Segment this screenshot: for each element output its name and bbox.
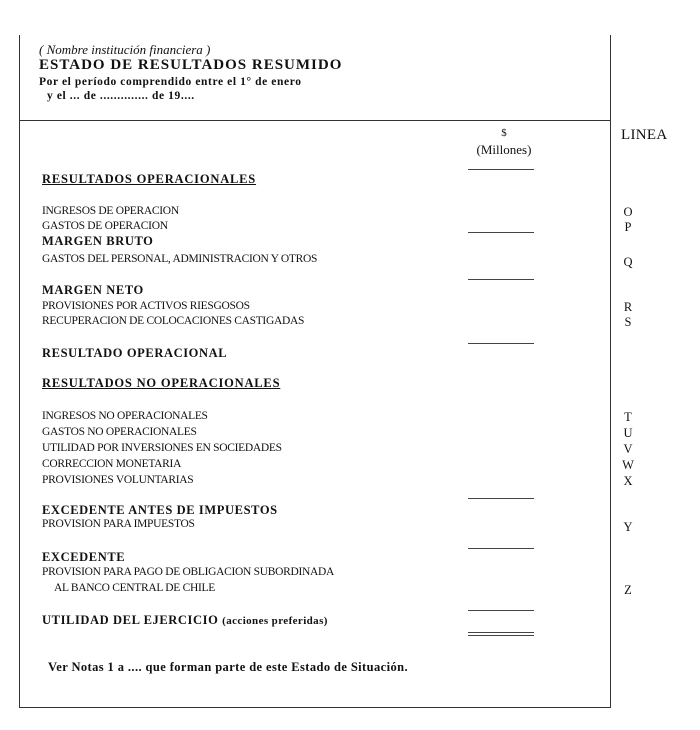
line-letter: W bbox=[622, 458, 634, 472]
line-letter: T bbox=[624, 410, 632, 424]
subtotal-label: MARGEN BRUTO bbox=[42, 234, 154, 248]
currency-symbol: $ bbox=[501, 127, 507, 139]
amount-double-rule bbox=[468, 632, 534, 633]
frame-bottom-border bbox=[19, 707, 611, 708]
row-label: PROVISIONES VOLUNTARIAS bbox=[42, 474, 194, 486]
amount-rule bbox=[468, 610, 534, 611]
line-letter: R bbox=[623, 300, 633, 314]
line-letter: V bbox=[623, 442, 633, 456]
section-operational: RESULTADOS OPERACIONALES bbox=[42, 172, 257, 186]
row-label: AL BANCO CENTRAL DE CHILE bbox=[54, 582, 215, 594]
amount-double-rule bbox=[468, 635, 534, 636]
amount-rule bbox=[468, 548, 534, 549]
net-income-row bbox=[42, 613, 328, 628]
subtotal-label: RESULTADO OPERACIONAL bbox=[42, 346, 228, 360]
institution-name: ( Nombre institución financiera ) bbox=[39, 42, 211, 57]
statement-title: ESTADO DE RESULTADOS RESUMIDO bbox=[39, 57, 343, 73]
row-label: INGRESOS NO OPERACIONALES bbox=[42, 410, 208, 422]
amount-rule bbox=[468, 169, 534, 170]
line-letter: Y bbox=[623, 520, 633, 534]
row-label: UTILIDAD POR INVERSIONES EN SOCIEDADES bbox=[42, 442, 282, 454]
net-income-qualifier: (acciones preferidas) bbox=[222, 615, 328, 627]
row-label: CORRECCION MONETARIA bbox=[42, 458, 182, 470]
amount-rule bbox=[468, 343, 534, 344]
amount-rule bbox=[468, 498, 534, 499]
frame-left-border bbox=[19, 35, 20, 708]
line-letter: Q bbox=[623, 255, 633, 269]
amount-rule bbox=[468, 279, 534, 280]
line-letter: Z bbox=[624, 583, 632, 597]
currency-unit: (Millones) bbox=[476, 142, 532, 157]
header-divider bbox=[19, 120, 611, 121]
row-label: PROVISIONES POR ACTIVOS RIESGOSOS bbox=[42, 300, 250, 312]
subtotal-label: EXCEDENTE ANTES DE IMPUESTOS bbox=[42, 503, 278, 517]
period-line-1: Por el período comprendido entre el 1° de enero bbox=[39, 76, 302, 88]
row-label: INGRESOS DE OPERACION bbox=[42, 205, 179, 217]
subtotal-label: EXCEDENTE bbox=[42, 550, 126, 564]
frame-right-border bbox=[610, 35, 611, 708]
linea-header: LINEA bbox=[621, 127, 668, 143]
row-label: GASTOS DEL PERSONAL, ADMINISTRACION Y OTROS bbox=[42, 253, 318, 265]
row-label: PROVISION PARA IMPUESTOS bbox=[42, 518, 195, 530]
line-letter: O bbox=[623, 205, 633, 219]
row-label: PROVISION PARA PAGO DE OBLIGACION SUBORDINADA bbox=[42, 566, 335, 578]
row-label: GASTOS DE OPERACION bbox=[42, 220, 168, 232]
row-label: RECUPERACION DE COLOCACIONES CASTIGADAS bbox=[42, 315, 305, 327]
amount-rule bbox=[468, 232, 534, 233]
line-letter: S bbox=[624, 315, 632, 329]
footer-note: Ver Notas 1 a .... que forman parte de este Estado de Situación. bbox=[48, 660, 408, 674]
period-line-2: y el ... de .............. de 19.... bbox=[47, 90, 195, 102]
line-letter: U bbox=[623, 426, 633, 440]
line-letter: P bbox=[624, 220, 632, 234]
net-income-label: UTILIDAD DEL EJERCICIO bbox=[42, 613, 219, 627]
subtotal-label: MARGEN NETO bbox=[42, 283, 144, 297]
section-non-operational: RESULTADOS NO OPERACIONALES bbox=[42, 376, 281, 390]
row-label: GASTOS NO OPERACIONALES bbox=[42, 426, 197, 438]
line-letter: X bbox=[623, 474, 633, 488]
